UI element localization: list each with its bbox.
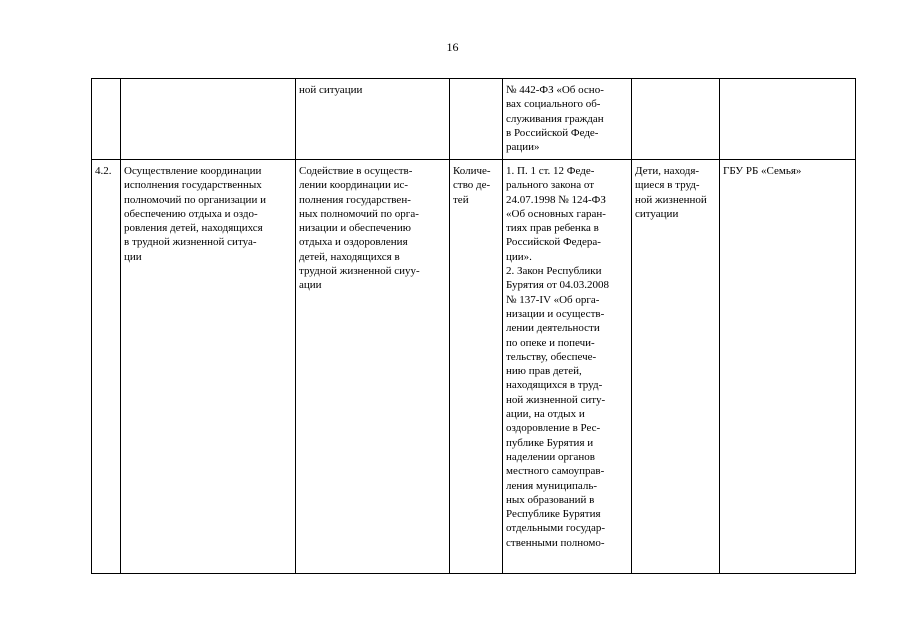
executor-cell bbox=[720, 79, 856, 160]
cell-text-line: Дети, находя- bbox=[635, 165, 700, 177]
cell-text-line: рации» bbox=[506, 141, 540, 154]
cell-text-line: трудной жизненной сиуу- bbox=[299, 265, 420, 278]
cell-text-line: отдыха и оздоровления bbox=[299, 236, 408, 249]
cell-text-line: Российской Федера- bbox=[506, 236, 601, 249]
row-number-cell bbox=[92, 79, 121, 160]
cell-text-line: ственными полномо- bbox=[506, 536, 605, 549]
cell-text-line: рального закона от bbox=[506, 179, 595, 192]
cell-text-line: ных образований в bbox=[506, 493, 595, 506]
cell-text-line: 4.2. bbox=[95, 165, 112, 177]
cell-text-line: тиях прав ребенка в bbox=[506, 222, 599, 235]
cell-text-line: ной жизненной ситу- bbox=[506, 393, 606, 406]
cell-text-line: местного самоуправ- bbox=[506, 465, 605, 478]
executor-cell bbox=[720, 160, 856, 574]
cell-text-line: № 442-ФЗ «Об осно- bbox=[506, 84, 604, 96]
indicator-cell bbox=[450, 79, 503, 160]
cell-text-line: низации и осуществ- bbox=[506, 307, 605, 320]
cell-text-line: щиеся в труд- bbox=[635, 179, 700, 192]
cell-text-line: ГБУ РБ «Семья» bbox=[723, 165, 802, 177]
page-number: 16 bbox=[446, 40, 459, 54]
category-cell bbox=[632, 160, 720, 574]
cell-text-line: нию прав детей, bbox=[506, 365, 582, 378]
cell-text-line: в трудной жизненной ситуа- bbox=[124, 236, 257, 249]
cell-text-line: находящихся в труд- bbox=[506, 379, 603, 392]
cell-text-line: низации и обеспечению bbox=[299, 222, 411, 235]
cell-text-line: ной ситуации bbox=[299, 84, 363, 96]
cell-text-line: лении координации ис- bbox=[299, 179, 409, 192]
cell-text-line: оздоровление в Рес- bbox=[506, 422, 601, 435]
cell-text-line: в Российской Феде- bbox=[506, 126, 599, 139]
cell-text-line: тей bbox=[453, 193, 469, 206]
cell-text-line: вах социального об- bbox=[506, 98, 601, 111]
cell-text-line: ных полномочий по орга- bbox=[299, 207, 419, 220]
cell-text-line: обеспечению отдыха и оздо- bbox=[124, 207, 258, 220]
activity-cell bbox=[121, 79, 296, 160]
cell-text-line: полнения государствен- bbox=[299, 193, 411, 206]
table-row bbox=[92, 160, 856, 574]
cell-text-line: 24.07.1998 № 124-ФЗ bbox=[506, 193, 606, 206]
cell-text-line: ации, на отдых и bbox=[506, 408, 585, 421]
content-cell bbox=[296, 160, 450, 574]
cell-text-line: исполнения государственных bbox=[124, 179, 262, 192]
cell-text-line: Количе- bbox=[453, 165, 491, 177]
cell-text-line: ции bbox=[124, 250, 142, 263]
row-number-cell bbox=[92, 160, 121, 574]
cell-text-line: 1. П. 1 ст. 12 Феде- bbox=[506, 165, 595, 177]
cell-text-line: Содействие в осуществ- bbox=[299, 165, 413, 177]
activity-cell bbox=[121, 160, 296, 574]
document-table bbox=[91, 78, 856, 574]
category-cell bbox=[632, 79, 720, 160]
cell-text-line: Республике Бурятия bbox=[506, 508, 601, 521]
cell-text-line: № 137-IV «Об орга- bbox=[506, 293, 600, 306]
cell-text-line: ления муниципаль- bbox=[506, 479, 597, 492]
cell-text-line: Осуществление координации bbox=[124, 165, 262, 177]
cell-text-line: ситуации bbox=[635, 207, 679, 220]
cell-text-line: полномочий по организации и bbox=[124, 193, 266, 206]
cell-text-line: публике Бурятия и bbox=[506, 436, 594, 449]
indicator-cell bbox=[450, 160, 503, 574]
cell-text-line: ации bbox=[299, 279, 322, 292]
cell-text-line: отдельными государ- bbox=[506, 522, 606, 535]
content-cell bbox=[296, 79, 450, 160]
cell-text-line: «Об основных гаран- bbox=[506, 207, 606, 220]
cell-text-line: наделении органов bbox=[506, 450, 596, 463]
legal-basis-cell bbox=[503, 79, 632, 160]
cell-text-line: 2. Закон Республики bbox=[506, 265, 602, 278]
cell-text-line: лении деятельности bbox=[506, 322, 600, 335]
cell-text-line: ровления детей, находящихся bbox=[124, 222, 263, 235]
cell-text-line: тельству, обеспече- bbox=[506, 350, 597, 363]
cell-text-line: детей, находящихся в bbox=[299, 250, 400, 263]
cell-text-line: ции». bbox=[506, 250, 532, 263]
cell-text-line: по опеке и попечи- bbox=[506, 336, 595, 349]
cell-text-line: служивания граждан bbox=[506, 112, 604, 125]
legal-basis-cell bbox=[503, 160, 632, 574]
cell-text-line: ство де- bbox=[453, 179, 491, 192]
cell-text-line: ной жизненной bbox=[635, 193, 707, 206]
table-row bbox=[92, 79, 856, 160]
cell-text-line: Бурятия от 04.03.2008 bbox=[506, 279, 610, 292]
